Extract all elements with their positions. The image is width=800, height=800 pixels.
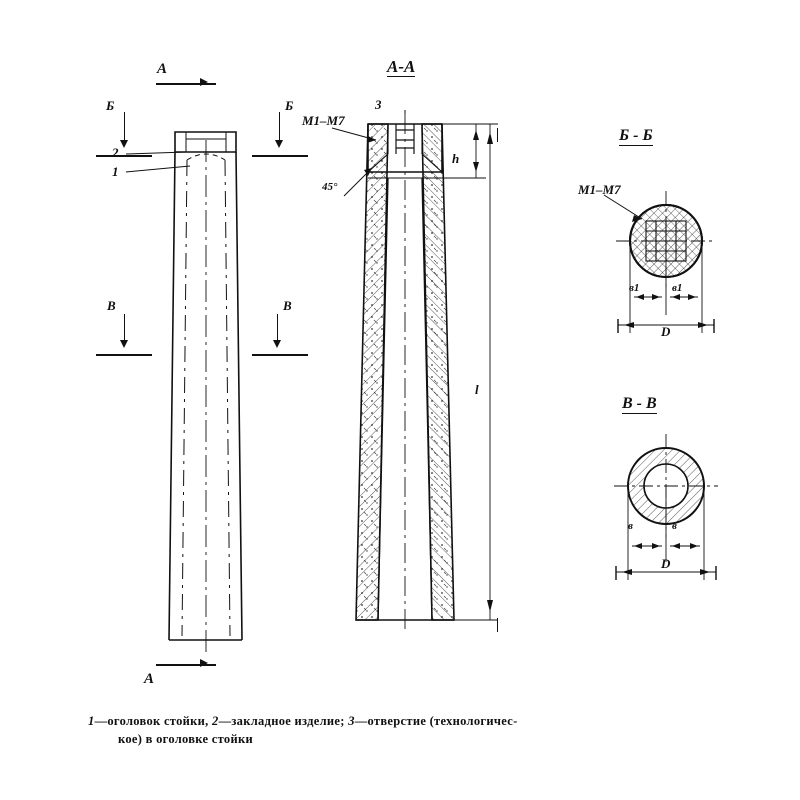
figure-caption — [88, 712, 728, 748]
section-title-aa: А-А — [387, 57, 416, 76]
label-angle-45: 45° — [322, 181, 338, 193]
section-arrow-a-bottom-icon — [200, 659, 208, 667]
section-line-b-right — [279, 112, 280, 142]
callout-label-2: 2 — [112, 145, 119, 160]
dim-tick-top-aa — [497, 128, 498, 142]
section-bar-b-right — [252, 155, 308, 157]
section-title-bb: Б - Б — [619, 127, 653, 144]
section-line-v-right — [277, 314, 278, 342]
caption-item1-number: 1 — [88, 714, 95, 728]
caption-line-2: кое) в оголовке стойки — [118, 732, 253, 747]
dim-tick-bottom-aa — [497, 618, 498, 632]
marker-label-a-top: А — [157, 61, 168, 77]
marker-label-v-right: В — [283, 298, 292, 313]
label-wall-left-v: в — [628, 520, 633, 532]
section-arrow-a-top-icon — [200, 78, 208, 86]
label-bolt-group-bb: М1–М7 — [578, 182, 621, 197]
section-aa-drawing — [330, 110, 590, 730]
caption-item3-number: 3 — [348, 714, 355, 728]
label-bolt-group-aa: М1–М7 — [302, 113, 345, 128]
section-arrow-b-right-icon — [275, 140, 283, 148]
marker-label-v-left: В — [107, 298, 116, 313]
label-diameter-vv: D — [661, 556, 671, 571]
section-title-vv: В - В — [622, 395, 657, 412]
marker-label-b-right: Б — [285, 98, 294, 113]
callout-label-1: 1 — [112, 164, 119, 179]
label-height-h: h — [452, 151, 460, 166]
section-line-v-left — [124, 314, 125, 342]
section-arrow-v-left-icon — [120, 340, 128, 348]
section-bar-v-left — [96, 354, 152, 356]
label-diameter-bb: D — [661, 324, 671, 339]
label-wall-right-v: в — [672, 520, 677, 532]
label-wall-right-b1: в1 — [672, 282, 683, 294]
section-line-b-left — [124, 112, 125, 142]
caption-item3-text: —отверстие (технологичес- — [354, 714, 518, 728]
section-bar-v-right — [252, 354, 308, 356]
caption-item1-text: —оголовок стойки, — [94, 714, 209, 728]
label-hole-callout-3: 3 — [375, 97, 382, 112]
marker-label-a-bottom: А — [144, 671, 155, 687]
front-view-callout-leaders — [100, 140, 240, 220]
section-vv-drawing — [590, 430, 770, 620]
section-arrow-v-right-icon — [273, 340, 281, 348]
caption-item2-text: —закладное изделие; — [218, 714, 345, 728]
label-wall-left-b1: в1 — [629, 282, 640, 294]
label-length-l: l — [475, 382, 479, 397]
caption-item2-number: 2 — [212, 714, 219, 728]
marker-label-b-left: Б — [106, 98, 115, 113]
